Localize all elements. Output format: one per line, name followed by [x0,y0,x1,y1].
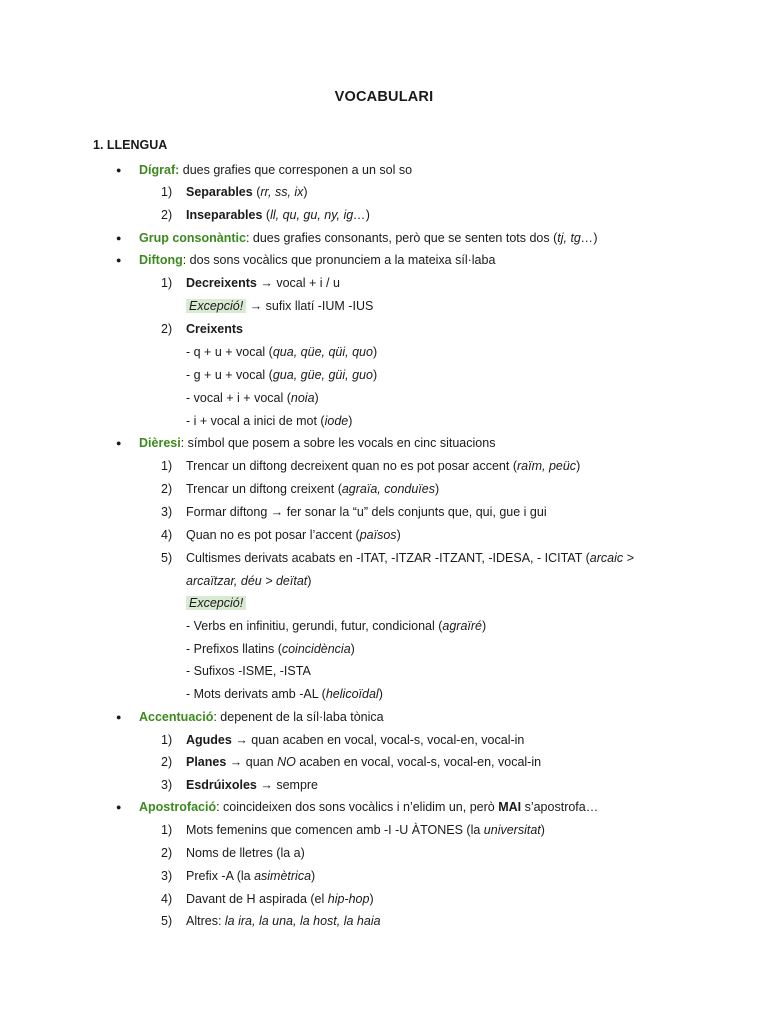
list-item-apos-5: Altres: la ira, la una, la host, la haia [186,914,381,928]
exception-highlight: Excepció! [186,596,246,610]
definition-diftong: Diftong: dos sons vocàlics que pronunciem a la mateixa síl·laba [139,253,496,267]
subitem-vocal-i: - vocal + i + vocal (noia) [186,391,319,405]
list-item-esdruixoles: Esdrúixoles → sempre [186,778,319,792]
list-number: 3) [161,778,173,792]
list-number: 3) [161,869,173,883]
list-item-dieresi-1: Trencar un diftong decreixent quan no es pot posar accent (raïm, peüc) [186,459,581,473]
arrow-icon: → [249,299,263,313]
bullet-icon: ● [116,802,122,812]
list-number: 2) [161,208,173,222]
bullet-icon: ● [116,712,122,722]
subitem-q: - q + u + vocal (qua, qüe, qüi, quo) [186,345,378,359]
subitem-sufixos: - Sufixos -ISME, -ISTA [186,664,311,678]
list-number: 2) [161,482,173,496]
list-item-apos-3: Prefix -A (la asimètrica) [186,869,316,883]
exception-dieresi [186,594,246,612]
arrow-icon: → [235,733,248,747]
list-number: 2) [161,755,173,769]
arrow-icon: → [260,276,273,290]
list-number: 1) [161,459,173,473]
document-title: VOCABULARI [334,89,434,105]
list-number: 2) [161,322,173,336]
list-number: 1) [161,185,173,199]
list-number: 1) [161,733,173,747]
definition-dieresi: Dièresi: símbol que posem a sobre les vocals en cinc situacions [139,436,496,450]
subitem-prefixos: - Prefixos llatins (coincidència) [186,642,355,656]
list-item-apos-4: Davant de H aspirada (el hip-hop) [186,892,374,906]
definition-digraf: Dígraf: dues grafies que corresponen a un sol so [139,163,413,177]
definition-grup-consonantic: Grup consonàntic: dues grafies consonants, però que se senten tots dos (tj, tg…) [139,231,598,245]
list-item-decreixents: Decreixents → vocal + i / u [186,276,340,290]
list-item-apos-1: Mots femenins que comencen amb -I -U ÀTONES (la universitat) [186,823,545,837]
subitem-g: - g + u + vocal (gua, güe, güi, guo) [186,368,378,382]
list-number: 5) [161,914,173,928]
subitem-mots-derivats: - Mots derivats amb -AL (helicoïdal) [186,687,383,701]
definition-apostrofacio: Apostrofació: coincideixen dos sons vocàlics i n’elidim un, però MAI s’apostrofa… [139,800,599,814]
bullet-icon: ● [116,438,122,448]
list-item-dieresi-5: Cultismes derivats acabats en -ITAT, -ITZAR -ITZANT, -IDESA, - ICITAT (arcaic > [186,551,634,565]
list-number: 2) [161,846,173,860]
list-item-dieresi-2: Trencar un diftong creixent (agraïa, conduïes) [186,482,440,496]
list-item-separables: Separables (rr, ss, ix) [186,185,308,199]
list-number: 1) [161,276,173,290]
section-heading: 1. LLENGUA [93,138,168,152]
list-item-creixents: Creixents [186,322,243,336]
subitem-i-vocal: - i + vocal a inici de mot (iode) [186,414,353,428]
list-item-planes: Planes → quan NO acaben en vocal, vocal-s, vocal-en, vocal-in [186,755,542,769]
list-item-agudes: Agudes → quan acaben en vocal, vocal-s, vocal-en, vocal-in [186,733,525,747]
list-item-dieresi-5-cont: arcaïtzar, déu > deïtat) [186,574,312,588]
list-item-dieresi-4: Quan no es pot posar l’accent (països) [186,528,401,542]
arrow-icon: → [260,778,273,792]
list-item-dieresi-3: Formar diftong → fer sonar la “u” dels conjunts que, qui, gue i gui [186,505,547,519]
subitem-verbs: - Verbs en infinitiu, gerundi, futur, condicional (agraïré) [186,619,487,633]
list-item-apos-2: Noms de lletres (la a) [186,846,305,860]
arrow-icon: → [229,755,243,769]
list-number: 3) [161,505,173,519]
list-number: 4) [161,528,173,542]
bullet-icon: ● [116,255,122,265]
bullet-icon: ● [116,233,122,243]
bullet-icon: ● [116,165,122,175]
list-item-inseparables: Inseparables (ll, qu, gu, ny, ig…) [186,208,370,222]
arrow-icon: → [270,505,284,519]
exception-highlight: Excepció! [186,299,246,313]
list-number: 1) [161,823,173,837]
list-number: 4) [161,892,173,906]
list-number: 5) [161,551,173,565]
exception-decreixents: Excepció! → sufix llatí -IUM -IUS [186,297,373,315]
definition-accentuacio: Accentuació: depenent de la síl·laba tònica [139,710,384,724]
